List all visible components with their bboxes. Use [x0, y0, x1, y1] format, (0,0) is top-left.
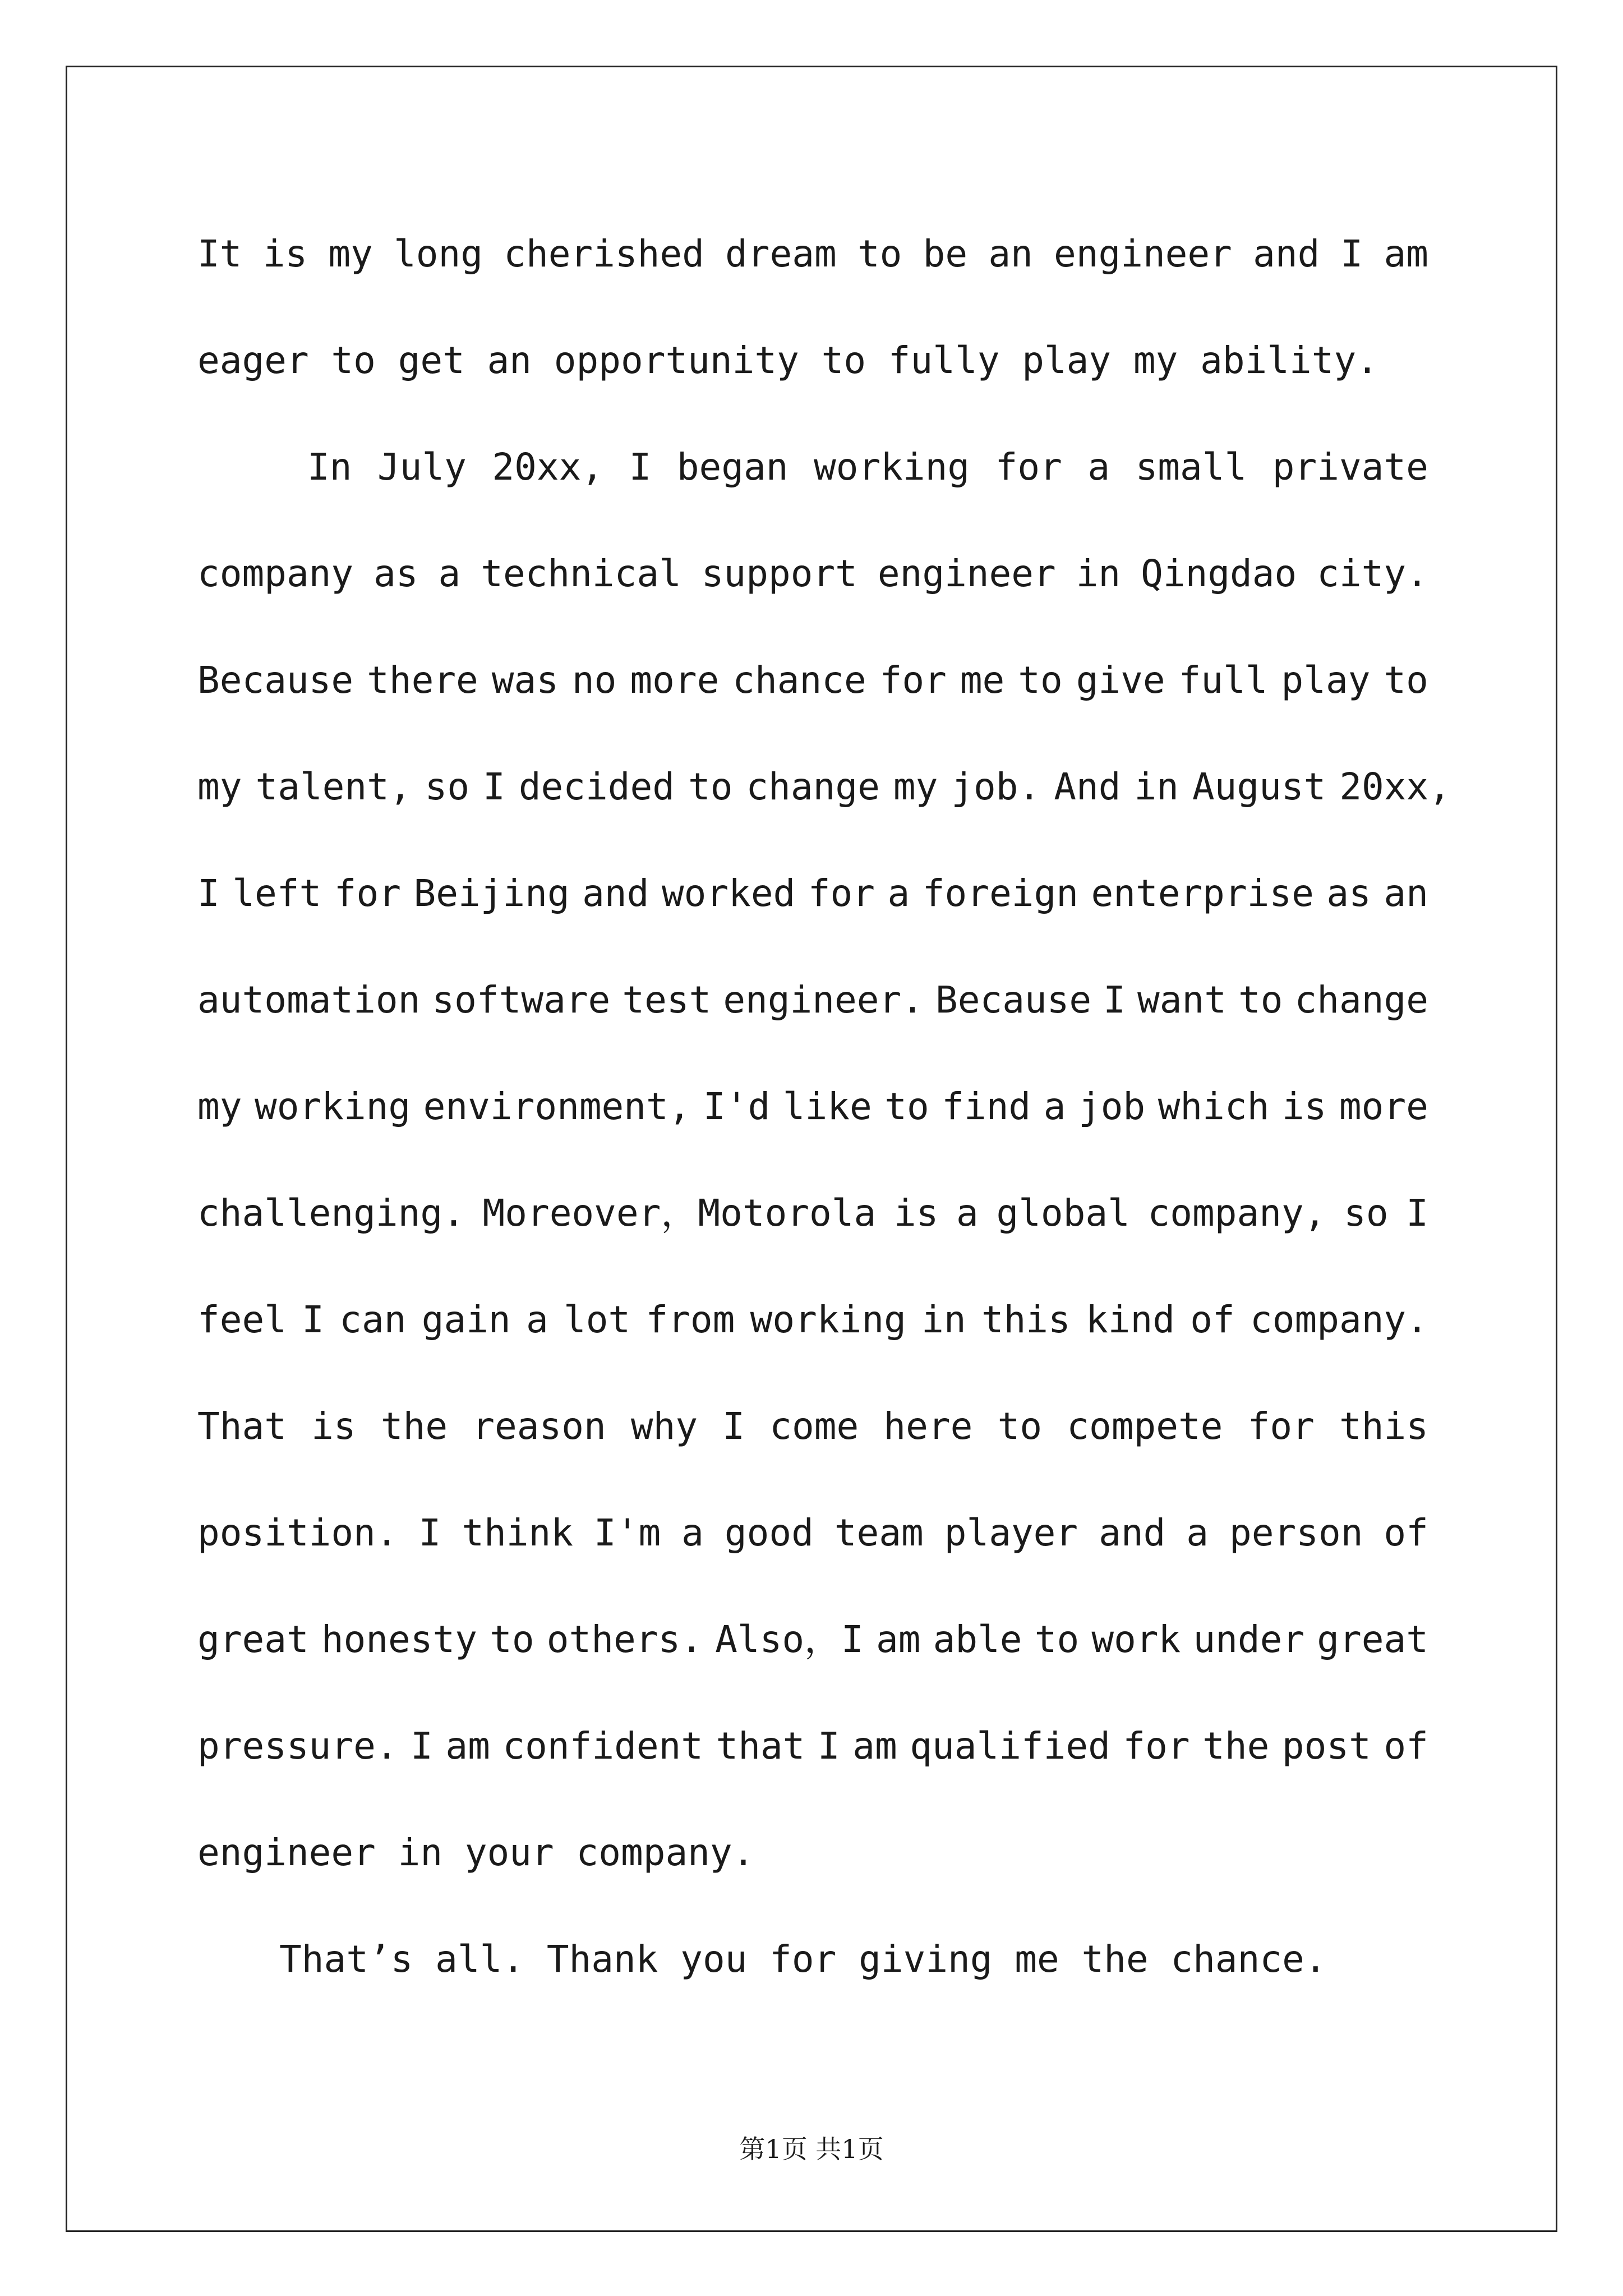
text-line-6: my talent, so I decided to change my job. And in August 20xx, — [197, 765, 1451, 808]
text-line-7: I left for Beijing and worked for a foreign enterprise as an — [197, 872, 1428, 915]
text-line-5: Because there was no more chance for me to give full play to — [197, 659, 1428, 702]
text-line-15: pressure. I am confident that I am qualified for the post of — [197, 1724, 1428, 1768]
text-line-11: feel I can gain a lot from working in this kind of company. — [197, 1298, 1428, 1341]
text-line-13: position. I think I'm a good team player and a person of — [197, 1511, 1428, 1554]
text-line-9: my working environment, I'd like to find a job which is more — [197, 1085, 1428, 1128]
text-line-10: challenging. Moreover，Motorola is a global company, so I — [197, 1191, 1428, 1235]
text-line-17: That’s all. Thank you for giving me the chance. — [279, 1938, 1327, 1981]
text-line-8: automation software test engineer. Because I want to change — [197, 978, 1428, 1022]
text-line-16: engineer in your company. — [197, 1831, 755, 1874]
page-border — [66, 66, 1557, 2232]
text-line-14: great honesty to others. Also，I am able to work under great — [197, 1618, 1428, 1661]
text-line-3: In July 20xx, I began working for a small private — [307, 445, 1428, 489]
text-line-4: company as a technical support engineer in Qingdao city. — [197, 552, 1428, 595]
text-line-2: eager to get an opportunity to fully play my ability. — [197, 339, 1378, 382]
text-line-1: It is my long cherished dream to be an engineer and I am — [197, 232, 1428, 275]
page-footer: 第1页 共1页 — [739, 2134, 884, 2164]
text-line-12: That is the reason why I come here to compete for this — [197, 1405, 1428, 1448]
